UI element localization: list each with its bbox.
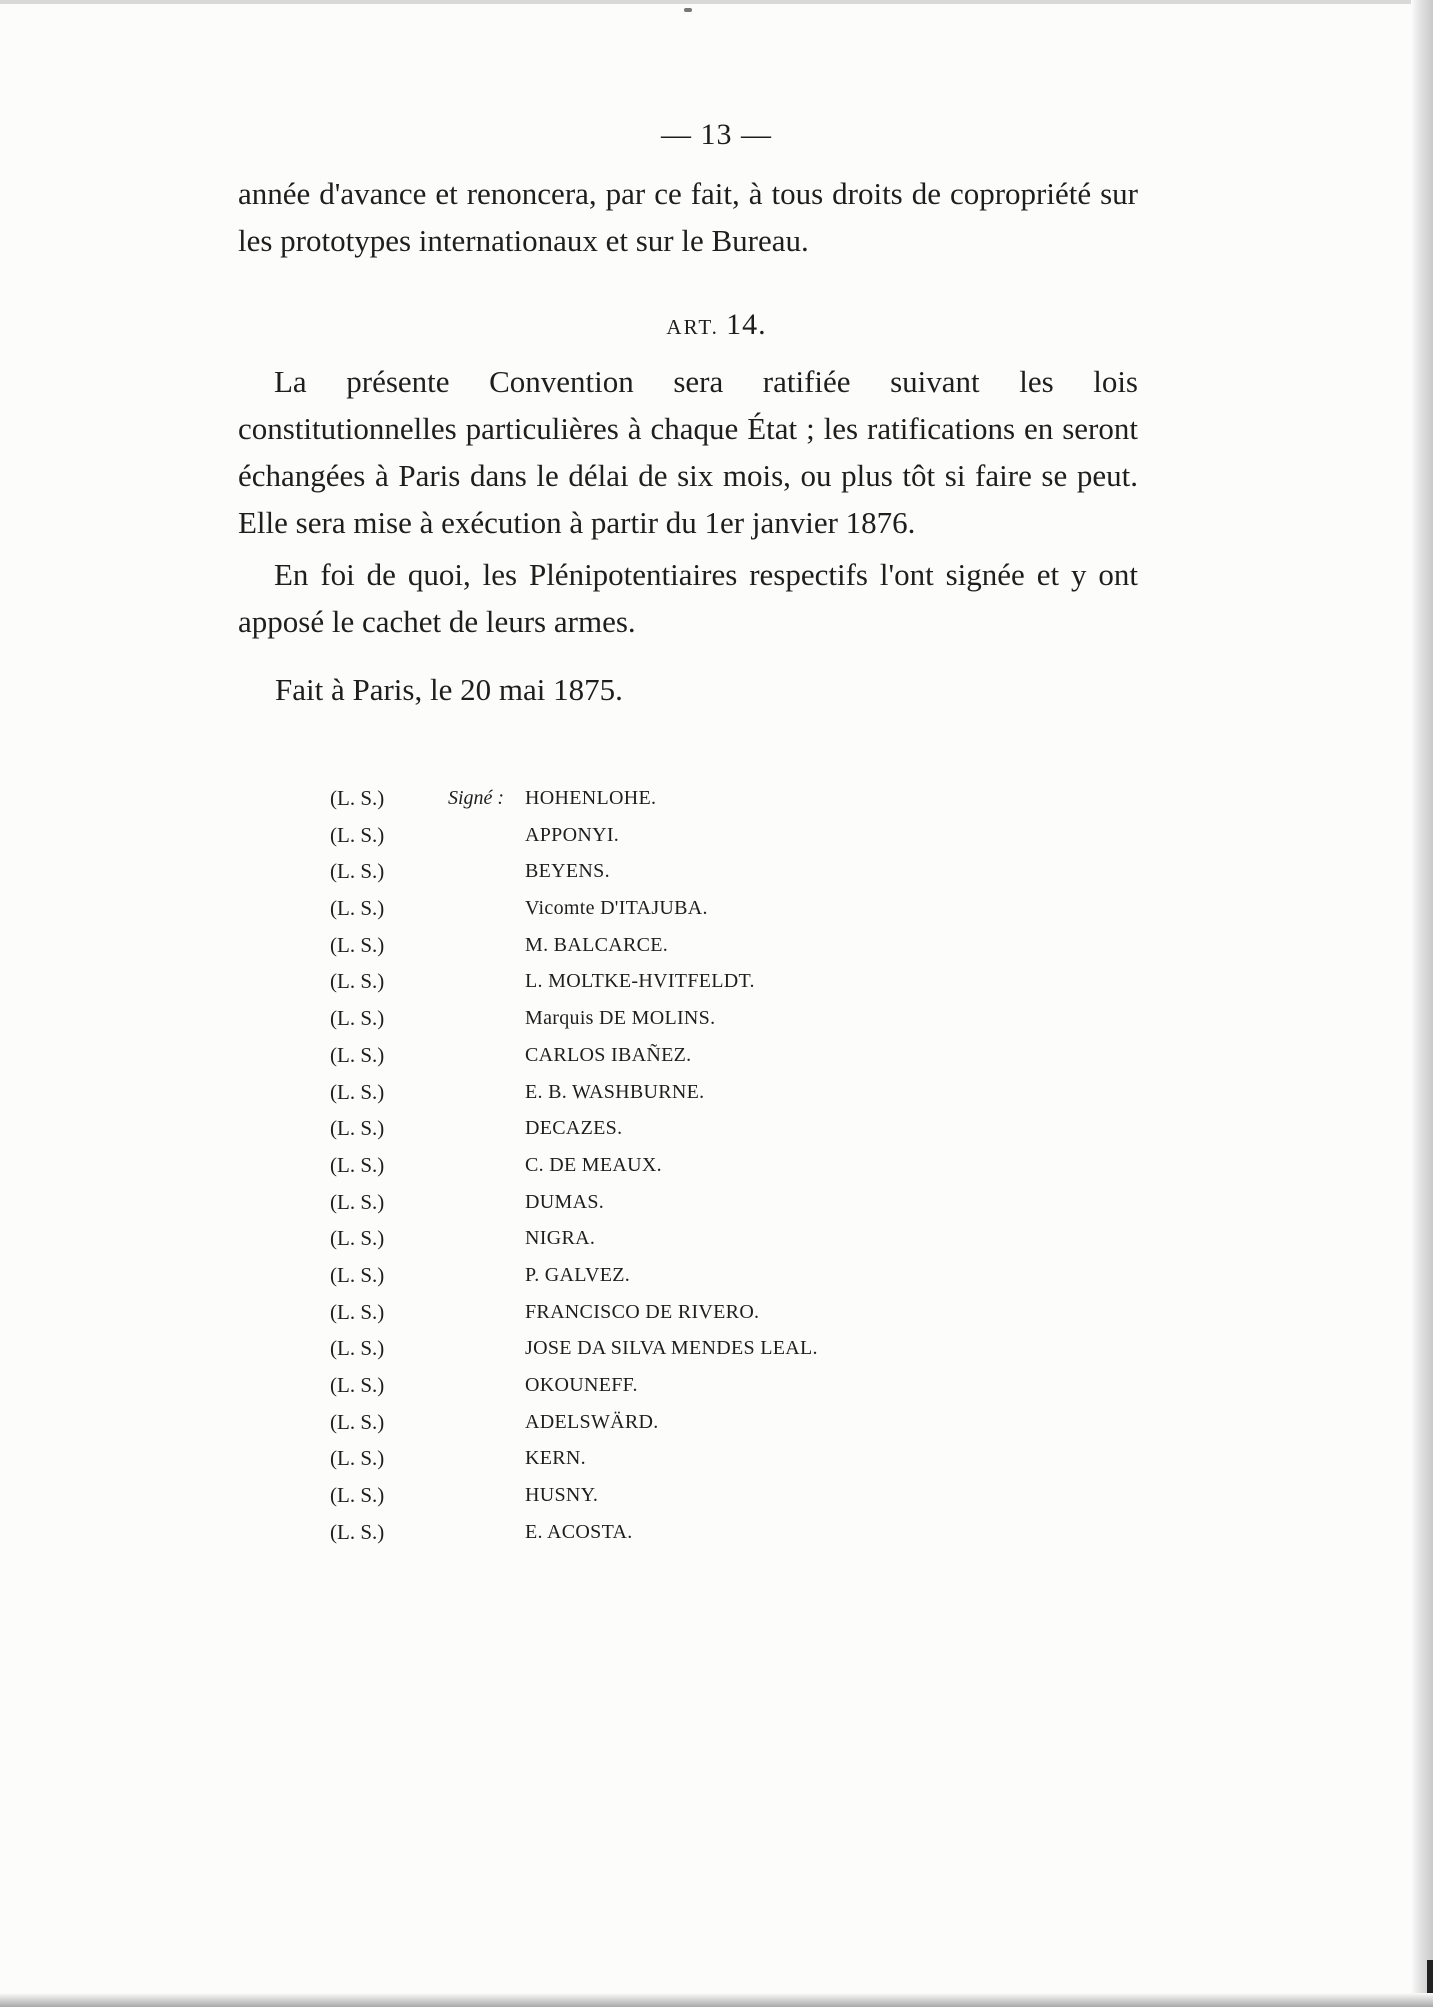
signatory-name: HUSNY. <box>525 1484 599 1507</box>
signatory-name: HOHENLOHE. <box>525 787 657 809</box>
seal-mark: (L. S.) <box>330 1006 385 1031</box>
signature-row <box>330 1184 1030 1221</box>
seal-mark: (L. S.) <box>330 822 385 847</box>
article-heading <box>0 308 1433 342</box>
seal-mark: (L. S.) <box>330 1079 385 1104</box>
signe-label: Signé : <box>448 787 505 809</box>
signatory-name: E. B. WASHBURNE. <box>525 1080 705 1103</box>
signature-row <box>330 1147 1030 1184</box>
signatory-name: APPONYI. <box>525 823 620 846</box>
signatory-name: NIGRA. <box>525 1227 596 1250</box>
signatory-name: CARLOS IBAÑEZ. <box>525 1043 692 1066</box>
signatory-name: L. MOLTKE-HVITFELDT. <box>525 970 755 993</box>
page-number: — 13 — <box>661 118 772 151</box>
seal-mark: (L. S.) <box>330 896 385 921</box>
paragraph-signatories <box>238 551 1138 645</box>
signature-row <box>330 1257 1030 1294</box>
article-label: ART. <box>666 315 719 339</box>
signature-row <box>330 817 1030 854</box>
signatory-name: FRANCISCO DE RIVERO. <box>525 1300 760 1323</box>
signature-row <box>330 1074 1030 1111</box>
signatory-name: JOSE DA SILVA MENDES LEAL. <box>525 1337 818 1360</box>
seal-mark: (L. S.) <box>330 859 385 884</box>
scan-mark <box>684 8 692 12</box>
seal-mark: (L. S.) <box>330 1189 385 1214</box>
seal-mark: (L. S.) <box>330 1373 385 1397</box>
paragraph-continuation: année d'avance et renoncera, par ce fait, à tous droits de copropriété sur les prototypes internationaux et sur le Bureau. <box>238 176 1138 258</box>
signatory-name: KERN. <box>525 1447 586 1470</box>
signatory-name: BEYENS. <box>525 860 610 883</box>
seal-mark: (L. S.) <box>330 969 385 994</box>
seal-mark: (L. S.) <box>330 1409 385 1434</box>
seal-mark: (L. S.) <box>330 1446 385 1471</box>
signature-row <box>330 853 1030 890</box>
paragraph-ratification <box>238 358 1138 546</box>
signature-row <box>330 1404 1030 1441</box>
signature-row <box>330 1000 1030 1037</box>
signature-row <box>330 1330 1030 1367</box>
signatory-name: ADELSWÄRD. <box>525 1410 659 1433</box>
scan-edge-top <box>0 0 1433 4</box>
signatory-name: OKOUNEFF. <box>525 1374 638 1396</box>
signature-row <box>330 927 1030 964</box>
signature-row <box>330 890 1030 927</box>
seal-mark: (L. S.) <box>330 1483 385 1508</box>
signature-row <box>330 1367 1030 1404</box>
seal-mark: (L. S.) <box>330 1519 385 1544</box>
seal-mark: (L. S.) <box>330 1152 385 1177</box>
article-number: 14. <box>726 308 767 341</box>
signature-row <box>330 1037 1030 1074</box>
signature-row <box>330 963 1030 1000</box>
seal-mark: (L. S.) <box>330 786 385 810</box>
signature-row <box>330 1514 1030 1551</box>
seal-mark: (L. S.) <box>330 1262 385 1287</box>
signatory-name: M. BALCARCE. <box>525 933 669 956</box>
signatory-name: Marquis DE MOLINS. <box>525 1007 716 1030</box>
signatory-name: C. DE MEAUX. <box>525 1153 662 1176</box>
seal-mark: (L. S.) <box>330 932 385 957</box>
signatory-name: Vicomte D'ITAJUBA. <box>525 897 708 920</box>
seal-mark: (L. S.) <box>330 1226 385 1251</box>
signature-row <box>330 1477 1030 1514</box>
signature-row <box>330 1110 1030 1147</box>
seal-mark: (L. S.) <box>330 1116 385 1141</box>
signature-row <box>330 1294 1030 1331</box>
signature-row <box>330 780 1030 817</box>
scan-edge-bottom <box>0 1993 1433 2007</box>
paragraph-ratification-text: La présente Convention sera ratifiée suivant les lois constitutionnelles particulières à chaque État ; les ratifications en seront échangées à Paris dans le délai de six mois, ou plus tôt si faire se peut. Elle sera mise à exécution à partir du 1er janvier 1876. <box>238 364 1138 540</box>
scan-edge-right <box>1411 0 1433 2007</box>
signature-row <box>330 1220 1030 1257</box>
seal-mark: (L. S.) <box>330 1299 385 1324</box>
seal-mark: (L. S.) <box>330 1336 385 1361</box>
signature-list <box>330 780 1030 1550</box>
paragraph-signatories-text: En foi de quoi, les Plénipotentiaires respectifs l'ont signée et y ont apposé le cachet de leurs armes. <box>238 557 1138 639</box>
signatory-name: DECAZES. <box>525 1117 623 1140</box>
signatory-name: DUMAS. <box>525 1190 605 1213</box>
signatory-name: P. GALVEZ. <box>525 1263 631 1286</box>
seal-mark: (L. S.) <box>330 1042 385 1067</box>
signatory-name: E. ACOSTA. <box>525 1520 633 1543</box>
signature-row <box>330 1440 1030 1477</box>
paragraph-place-date: Fait à Paris, le 20 mai 1875. <box>275 672 623 707</box>
